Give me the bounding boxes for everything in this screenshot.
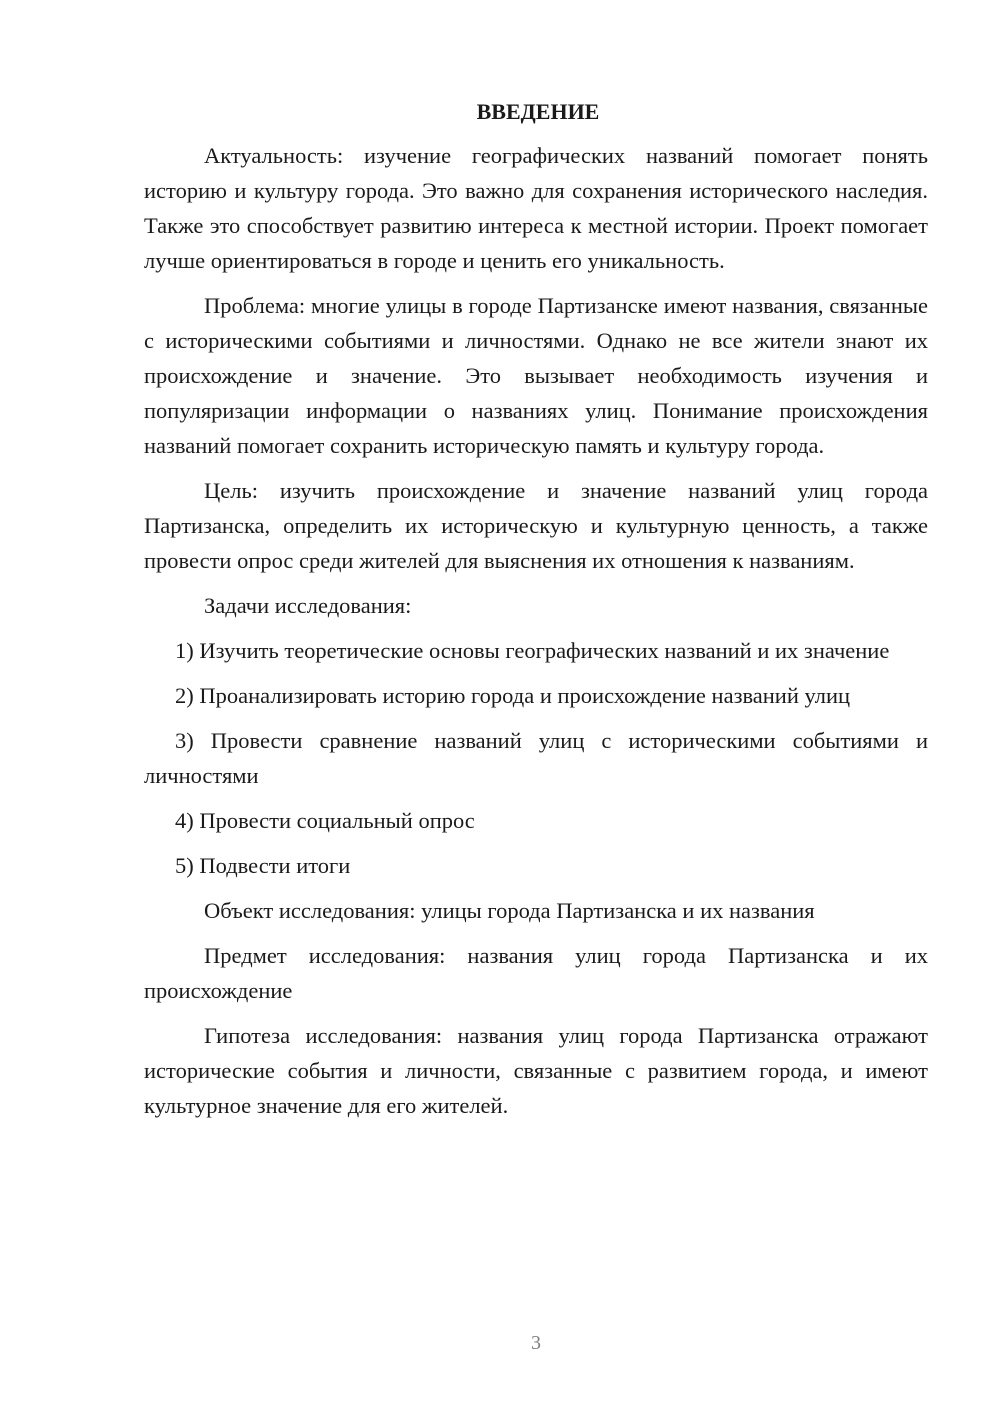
goal-paragraph: Цель: изучить происхождение и значение названий улиц города Партизанска, определить их историческую и культурную ценность, а также провести опрос среди жителей для выяснения их отношения к названиям. bbox=[144, 478, 928, 573]
task-item-2: 2) Проанализировать историю города и происхождение названий улиц bbox=[175, 683, 851, 708]
task-item-1: 1) Изучить теоретические основы географических названий и их значение bbox=[175, 638, 890, 663]
subject-paragraph: Предмет исследования: названия улиц города Партизанска и их происхождение bbox=[144, 943, 928, 1003]
page-number: 3 bbox=[531, 1332, 541, 1354]
tasks-heading: Задачи исследования: bbox=[204, 593, 412, 618]
document-title: ВВЕДЕНИЕ bbox=[476, 99, 600, 124]
object-paragraph: Объект исследования: улицы города Партизанска и их названия bbox=[204, 898, 815, 923]
relevance-paragraph: Актуальность: изучение географических названий помогает понять историю и культуру города. Это важно для сохранения исторического наследия. Также это способствует развитию интереса к местной истории. Проект помогает лучше ориентироваться в городе и ценить его уникальность. bbox=[144, 143, 928, 273]
hypothesis-paragraph: Гипотеза исследования: названия улиц города Партизанска отражают исторические события и личности, связанные с развитием города, и имеют культурное значение для его жителей. bbox=[144, 1023, 928, 1118]
task-item-4: 4) Провести социальный опрос bbox=[175, 808, 475, 833]
tasks-list bbox=[144, 633, 928, 883]
problem-paragraph: Проблема: многие улицы в городе Партизанске имеют названия, связанные с историческими событиями и личностями. Однако не все жители знают их происхождение и значение. Это вызывает необходимость изучения и популяризации информации о названиях улиц. Понимание происхождения названий помогает сохранить историческую память и культуру города. bbox=[144, 293, 928, 458]
task-item-3: 3) Провести сравнение названий улиц с историческими событиями и личностями bbox=[144, 728, 928, 788]
task-item-5: 5) Подвести итоги bbox=[175, 853, 351, 878]
